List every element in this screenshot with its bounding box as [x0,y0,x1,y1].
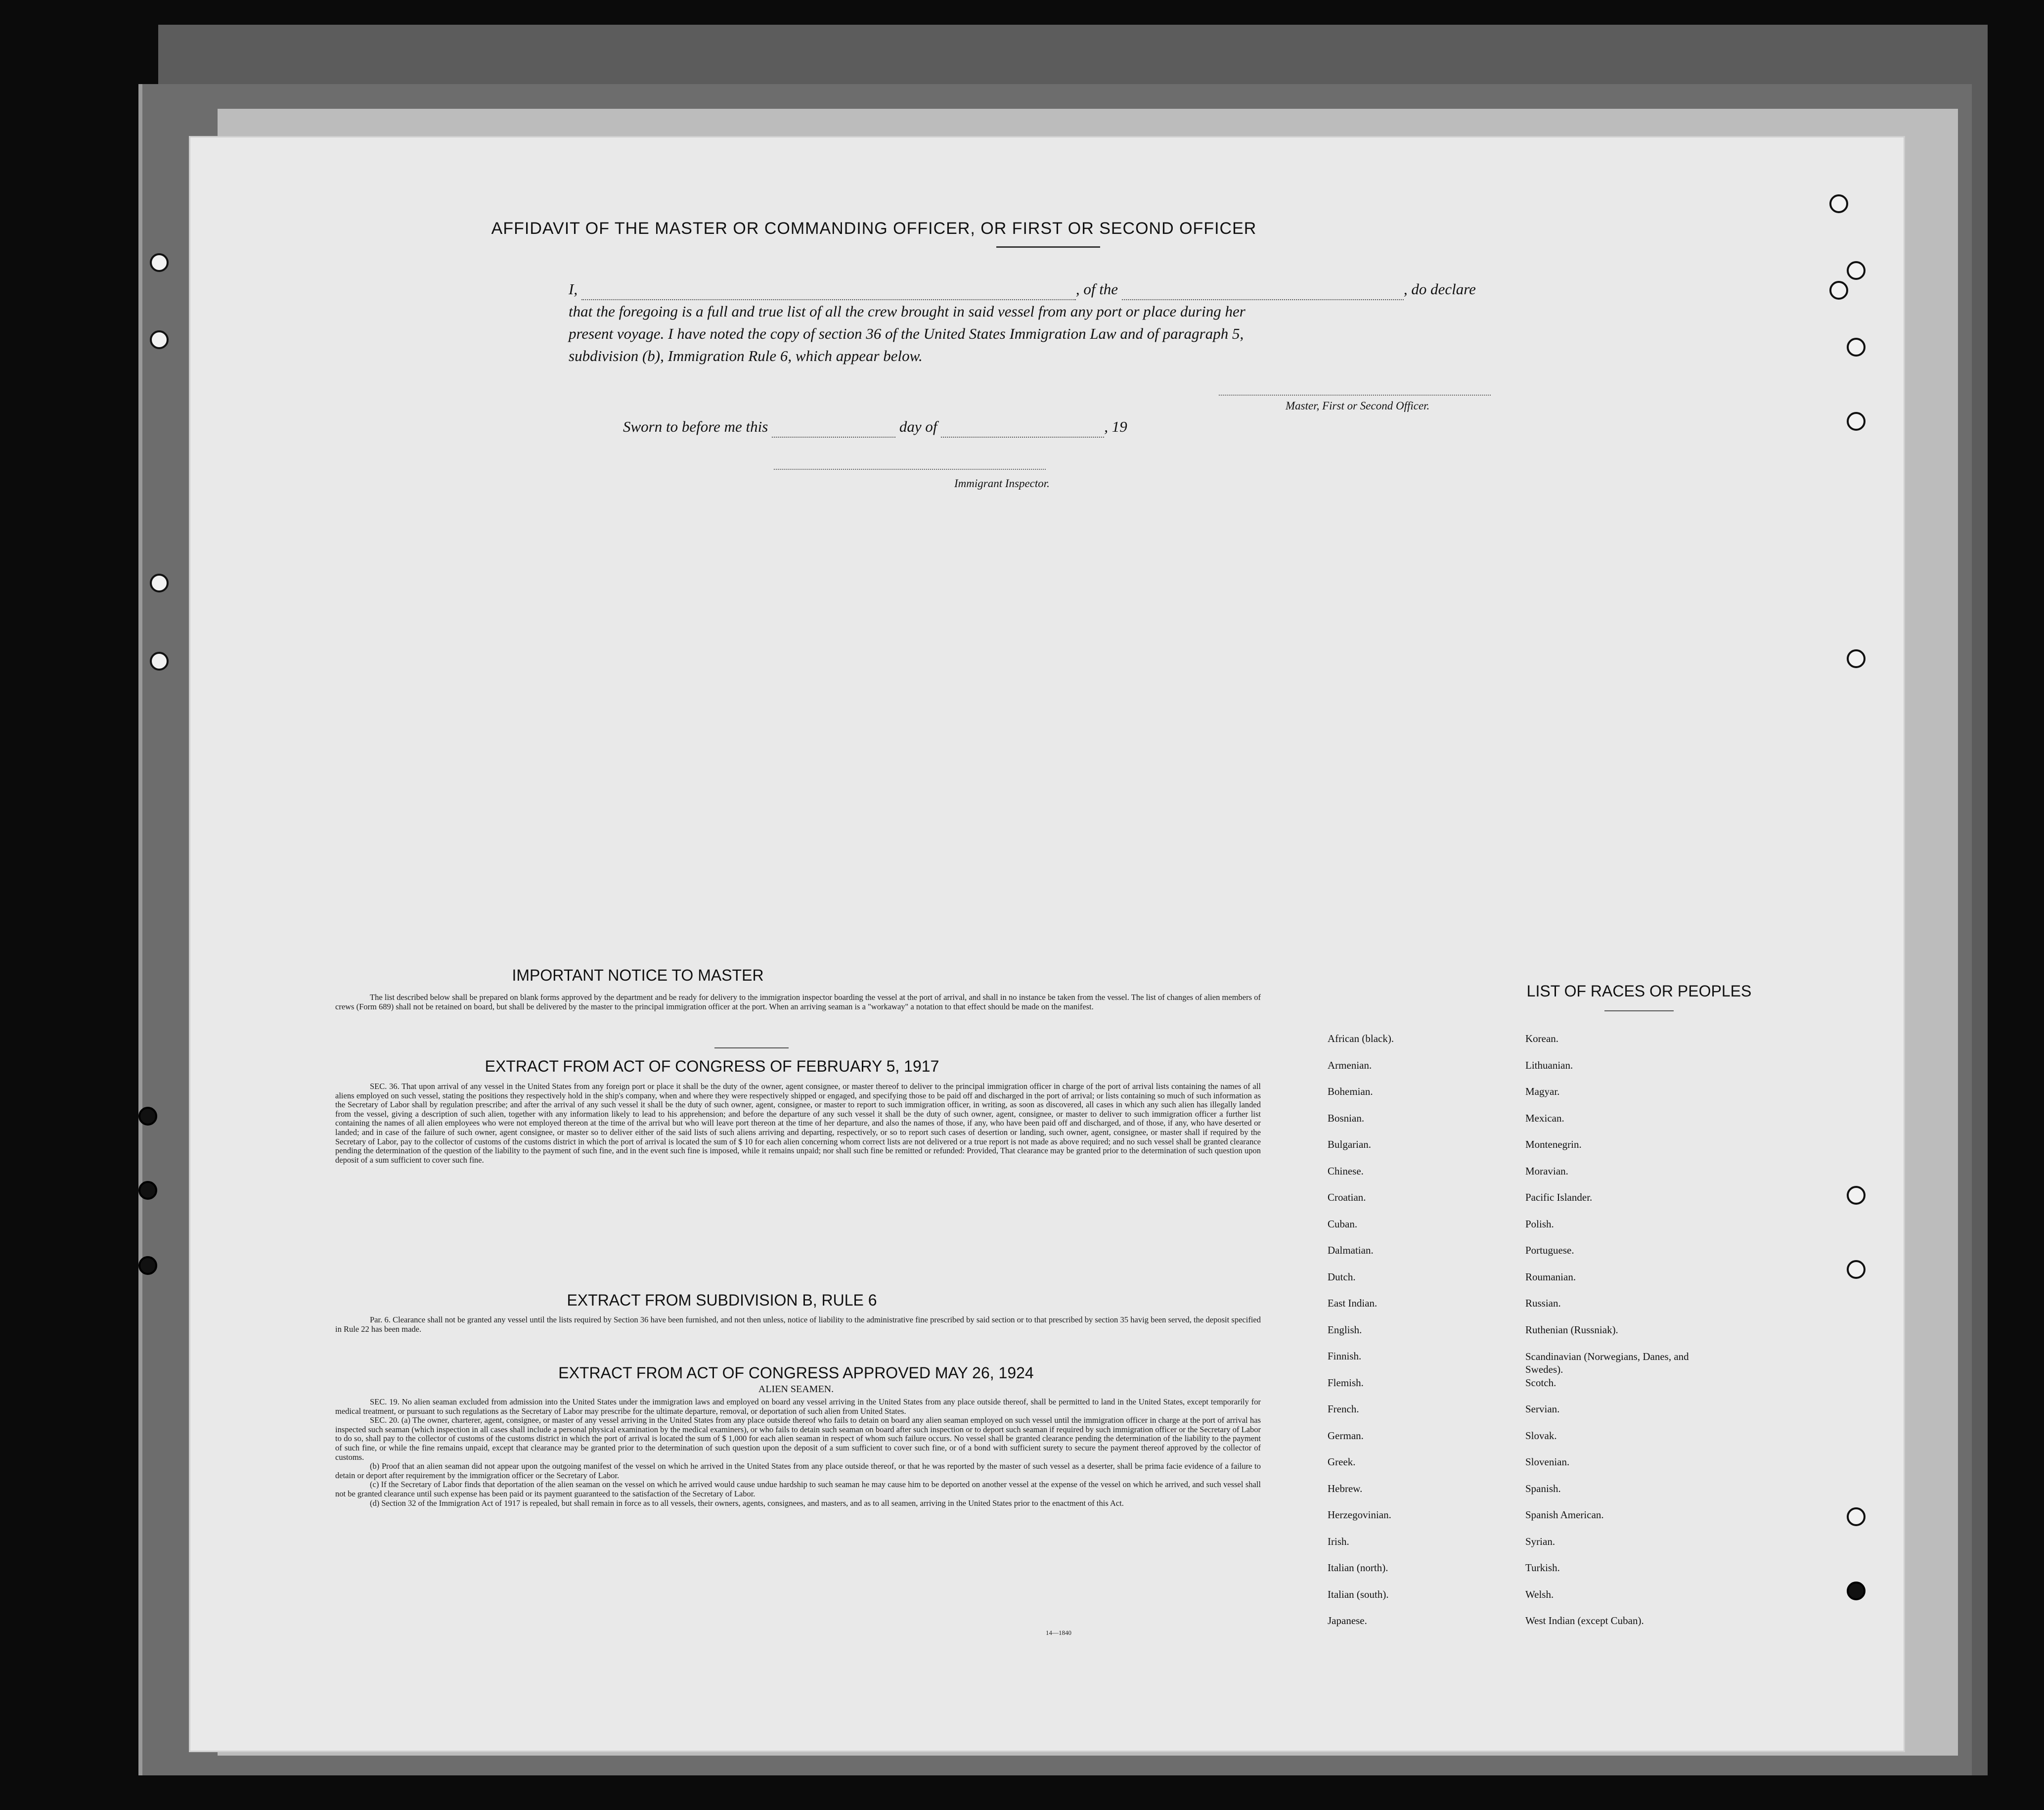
race-item: Italian (north). [1328,1562,1388,1574]
section-36-paragraph: SEC. 36. That upon arrival of any vessel in the United States from any foreign port or place it shall be the duty of the owner, agent consignee, or master thereof to deliver to the principal immigration officer in charge of the port of arrival lists containing the names of all aliens employed on such vessel, stating the positions they respectively hold in the ship's company, when and where they were respectively shipped or engaged, and specifying those to be paid off and discharged in the port of arrival; or lists containing so much of such information as the Secretary of Labor shall by regulation prescribe; and after the arrival of any such vessel it shall be the duty of such owner, agent, consignee, or master to report to such immigration officer, in writing, as soon as discovered, all cases in which any such alien has illegally landed from the vessel, giving a description of such alien, together with any information likely to lead to his apprehension; and before the departure of any such vessel it shall be the duty of such owner, agent, consignee, or master to deliver to such immigration officer a further list containing the names of all alien employees who were not employed thereon at the time of the arrival but who will leave port thereon at the time of her departure, and also the names of those, if any, who have been paid off and discharged, and of those, if any, who have deserted or landed; and in case of the failure of such owner, agent consignee, or master so to deliver either of the said lists of such aliens arriving and departing, respectively, or so to report such cases of desertion or landing, such owner, agent, consignee, or master shall if required by the Secretary of Labor, pay to the collector of customs of the customs district in which the port of arrival is located the sum of $ 10 for each alien concerning whom correct lists are not delivered or a true report is not made as above required; and no such vessel shall be granted clearance pending the determination of the question of the liability to the payment of such fine, and in the event such fine is imposed, while it remains unpaid; nor shall such fine be remitted or refunded: Provided, That clearance may be granted prior to the determination of such question upon deposit of a sum sufficient to cover such fine. [335,1082,1261,1165]
declaration-line-4: subdivision (b), Immigration Rule 6, which appear below. [569,347,923,364]
notice-paragraph: The list described below shall be prepared on blank forms approved by the department and be ready for delivery to the immigration inspector boarding the vessel at the port of arrival, and shall in no instance be taken from the vessel. The list of changes of alien members of crews (Form 689) shall not be retained on board, but shall be delivered by the master to the principal immigration officer at the port. When an arriving seaman is a "workaway" a notation to that effect should be made on the manifest. [335,993,1261,1011]
race-item: Dutch. [1328,1270,1356,1283]
race-item: Armenian. [1328,1059,1372,1071]
races-list-right [1525,1033,1703,1641]
declaration-line-3: present voyage. I have noted the copy of section 36 of the United States Immigration Law and of paragraph 5, [569,325,1244,342]
race-item: Ruthenian (Russniak). [1525,1323,1618,1336]
race-item: Spanish American. [1525,1509,1604,1521]
declarant-name-field [581,288,1076,300]
binder-hole [150,253,169,272]
race-item: German. [1328,1429,1364,1442]
extract-rule6-title: EXTRACT FROM SUBDIVISION B, RULE 6 [567,1291,877,1309]
sworn-day-field [772,426,895,438]
sworn-month-field [941,426,1104,438]
race-item: Dalmatian. [1328,1244,1374,1256]
extract-1924-title: EXTRACT FROM ACT OF CONGRESS APPROVED MAY 26, 1924 [558,1364,1034,1382]
rule6-paragraph: Par. 6. Clearance shall not be granted any vessel until the lists required by Section 36 have been furnished, and not then unless, notice of liability to the administrative fine prescribed by said section or to that prescribed by section 35 havig been served, the deposit specified in Rule 22 has been made. [335,1315,1261,1334]
declarant-prefix: I, [569,280,578,298]
vessel-name-field [1122,288,1404,300]
race-item: Roumanian. [1525,1270,1576,1283]
binder-hole [1847,261,1866,280]
binder-hole [1847,1260,1866,1279]
master-signature-line [1219,395,1491,396]
race-item: Mexican. [1525,1112,1564,1124]
race-item: Pacific Islander. [1525,1191,1593,1203]
race-item: Welsh. [1525,1588,1554,1600]
do-declare-label: , do declare [1403,280,1476,298]
sec-20c-paragraph: (c) If the Secretary of Labor finds that deportation of the alien seaman on the vessel on which he arrived would cause undue hardship to such seaman he may cause him to be deported on another vessel at the expense of the vessel on which he arrived, and such vessel shall not be granted clearance until such expense has been paid or its payment guaranteed to the satisfaction of the Secretary of Labor. [335,1480,1261,1498]
form-page [190,137,1904,1751]
races-title: LIST OF RACES OR PEOPLES [1526,982,1752,1000]
inspector-signature-label: Immigrant Inspector. [954,477,1050,490]
affidavit-title: AFFIDAVIT OF THE MASTER OR COMMANDING OFFICER, OR FIRST OR SECOND OFFICER [491,219,1257,238]
title-rule [996,246,1100,248]
declaration-line-1 [569,278,1518,300]
race-item: Moravian. [1525,1165,1568,1177]
race-item: West Indian (except Cuban). [1525,1615,1644,1627]
race-item: Russian. [1525,1297,1561,1309]
race-item: Montenegrin. [1525,1138,1582,1150]
of-the-label: , of the [1075,280,1118,298]
master-signature-label: Master, First or Second Officer. [1286,400,1430,412]
form-number: 14—1840 [1046,1629,1071,1636]
race-item: Scandinavian (Norwegians, Danes, and Swedes). [1525,1351,1689,1375]
binder-hole [1829,281,1848,300]
race-item: Syrian. [1525,1535,1555,1547]
race-item: Magyar. [1525,1086,1560,1097]
races-list-left [1328,1033,1394,1641]
race-item: Irish. [1328,1535,1349,1547]
race-item: Flemish. [1328,1376,1364,1389]
binder-hole [150,652,169,671]
inspector-signature-line [774,469,1046,470]
race-item: Portuguese. [1525,1244,1574,1256]
race-item: Herzegovinian. [1328,1509,1391,1521]
race-item: Lithuanian. [1525,1059,1573,1071]
notice-text [335,993,1261,1011]
extract-1917-text [335,1082,1261,1165]
binder-hole [138,1107,157,1126]
sworn-line [623,416,1572,438]
binder-hole [1847,412,1866,431]
race-item: African (black). [1328,1033,1394,1044]
race-item: Bosnian. [1328,1112,1365,1124]
day-of-label: day of [899,418,937,435]
year-label: , 19 [1104,418,1127,435]
races-rule [1604,1010,1674,1011]
binder-hole [150,574,169,592]
race-item: Slovenian. [1525,1456,1570,1468]
race-item: Spanish. [1525,1482,1561,1494]
binder-hole [1847,1582,1866,1600]
binder-hole [150,330,169,349]
binder-hole [1847,1186,1866,1205]
binder-hole [138,1256,157,1275]
race-item: Croatian. [1328,1191,1366,1203]
race-item: Korean. [1525,1033,1559,1044]
extract-1924-subtitle: ALIEN SEAMEN. [758,1384,834,1395]
race-item: Turkish. [1525,1562,1560,1574]
race-item: Hebrew. [1328,1482,1363,1494]
extract-1917-title: EXTRACT FROM ACT OF CONGRESS OF FEBRUARY 5, 1917 [485,1057,939,1075]
race-item: Cuban. [1328,1218,1358,1230]
race-item: Slovak. [1525,1429,1557,1442]
race-item: Finnish. [1328,1350,1362,1362]
race-item: Bohemian. [1328,1086,1373,1097]
race-item: French. [1328,1403,1359,1415]
binder-hole [1829,194,1848,213]
race-item: East Indian. [1328,1297,1377,1309]
sec-19-paragraph: SEC. 19. No alien seaman excluded from admission into the United States under the immigration laws and employed on board any vessel arriving in the United States from any place outside thereof, shall be permitted to land in the United States, except temporarily for medical treatment, or pursuant to such regulations as the Secretary of Labor may prescribe for the ultimate departure, removal, or deportation of such alien from United States. [335,1397,1261,1416]
binder-hole [1847,649,1866,668]
race-item: Japanese. [1328,1615,1367,1627]
sec-20a-paragraph: SEC. 20. (a) The owner, charterer, agent, consignee, or master of any vessel arriving in the United States from any place outside thereof who fails to detain on board any alien seaman employed on such vessel until the immigration officer in charge at the port of arrival has inspected such seaman (which inspection in all cases shall include a personal physical examination by the medical examiners), or who fails to detain such seaman on board after such inspection or to deport such seaman if required by such immigration officer or the Secretary of Labor to do so, shall pay to the collector of customs of the customs district in which the port of arrival is located the sum of $ 1,000 for each alien seaman in respect of whom such failure occurs. No vessel shall be granted clearance pending the determination of the liability to the payment of such fine, or while the fine remains unpaid, except that clearance may be granted prior to the determination of such question upon the deposit of a sum sufficient to cover such fine, or of a bond with sufficient surety to secure the payment thereof approved by the collector of customs. [335,1415,1261,1462]
race-item: Italian (south). [1328,1588,1389,1600]
sec-20d-paragraph: (d) Section 32 of the Immigration Act of 1917 is repealed, but shall remain in force as to all vessels, their owners, agents, consignees, and masters, and as to all seamen, arriving in the United States prior to the enactment of this Act. [370,1498,1124,1508]
notice-title: IMPORTANT NOTICE TO MASTER [512,966,764,984]
binder-hole [1847,338,1866,357]
section-rule [714,1047,789,1048]
race-item: Bulgarian. [1328,1138,1372,1150]
declaration-line-2: that the foregoing is a full and true list of all the crew brought in said vessel from any port or place during her [569,303,1245,320]
race-item: Servian. [1525,1403,1560,1415]
race-item: Chinese. [1328,1165,1364,1177]
sec-20b-paragraph: (b) Proof that an alien seaman did not appear upon the outgoing manifest of the vessel on which he arrived in the United States from any place outside thereof, or that he was reported by the master of such vessel as a deserter, shall be prima facie evidence of a failure to detain or deport after requirement by the immigration officer or the Secretary of Labor. [335,1461,1261,1480]
race-item: Polish. [1525,1218,1554,1230]
race-item: English. [1328,1323,1362,1336]
extract-rule6-text [335,1315,1261,1334]
extract-1924-text [335,1398,1261,1508]
race-item: Greek. [1328,1456,1356,1468]
sworn-prefix: Sworn to before me this [623,418,768,435]
race-item: Scotch. [1525,1376,1556,1389]
binder-hole [138,1181,157,1200]
binder-hole [1847,1507,1866,1526]
